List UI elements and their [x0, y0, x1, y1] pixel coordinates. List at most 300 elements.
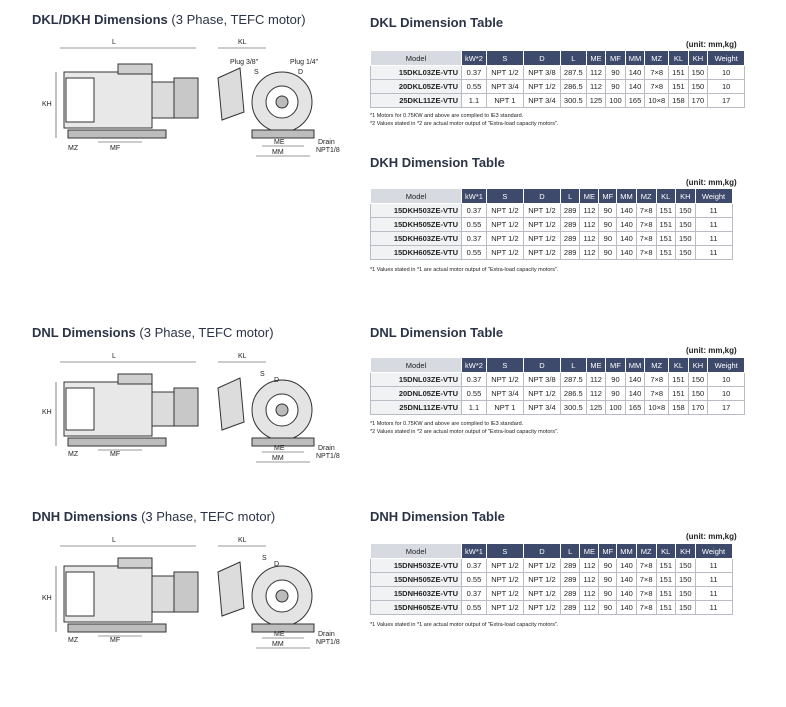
cell: 15DNH505ZE-VTU [371, 573, 462, 587]
cell: 151 [669, 66, 689, 80]
cell: 170 [688, 401, 708, 415]
label-MF: MF [110, 145, 121, 152]
cell: 158 [669, 94, 689, 108]
col-kl: KL [669, 51, 689, 66]
cell: 150 [676, 573, 696, 587]
cell: 151 [656, 246, 676, 260]
label-drain: Drain [318, 139, 335, 146]
col-mm: MM [625, 51, 645, 66]
dnh-notes [370, 621, 558, 629]
cell: 10 [708, 66, 745, 80]
cell: NPT 3/8 [523, 373, 560, 387]
cell: 0.55 [462, 80, 487, 94]
col-weight: Weight [695, 189, 732, 204]
cell: 150 [676, 218, 696, 232]
label-plug1: Plug 3/8" [230, 59, 259, 66]
label-MZ: MZ [68, 637, 79, 644]
cell: 11 [695, 204, 732, 218]
cell: 112 [580, 232, 599, 246]
label-ME: ME [274, 139, 285, 146]
table-header-row [371, 358, 745, 373]
cell: 11 [695, 559, 732, 573]
table-header-row [371, 51, 745, 66]
cell: 7×8 [636, 587, 656, 601]
dim-title-text: DNH Dimensions [32, 509, 138, 524]
cell: 150 [676, 246, 696, 260]
cell: 150 [676, 204, 696, 218]
pump-side-view [42, 39, 198, 152]
pump-front-view [218, 39, 340, 156]
col-mm: MM [617, 544, 637, 559]
cell: 112 [586, 387, 606, 401]
table-row [371, 94, 745, 108]
dkl-dkh-dimensions-title [32, 12, 306, 27]
label-KH: KH [42, 595, 52, 602]
col-mm: MM [617, 189, 637, 204]
cell: 0.37 [462, 66, 487, 80]
dim-subtitle-text: (3 Phase, TEFC motor) [171, 12, 306, 27]
col-mf: MF [599, 189, 617, 204]
cell: 90 [606, 373, 626, 387]
label-D: D [274, 377, 280, 384]
col-me: ME [586, 358, 606, 373]
cell: NPT 1/2 [523, 232, 560, 246]
cell: NPT 1/2 [486, 218, 523, 232]
cell: NPT 1/2 [523, 601, 560, 615]
cell: 150 [676, 601, 696, 615]
col-mz: MZ [636, 189, 656, 204]
cell: 289 [560, 587, 580, 601]
cell: 11 [695, 232, 732, 246]
footnote: *1 Values stated in *1 are actual motor output of "Extra-load capacity motors". [370, 267, 559, 273]
cell: NPT 1/2 [523, 204, 560, 218]
col-mz: MZ [645, 358, 669, 373]
label-drain-size: NPT1/8 [316, 147, 340, 154]
dnh-dimensions-title [32, 509, 275, 524]
label-KL: KL [238, 353, 247, 360]
cell: 140 [617, 246, 637, 260]
cell: 150 [676, 587, 696, 601]
cell: 0.55 [462, 218, 487, 232]
cell: 289 [560, 246, 580, 260]
label-L: L [112, 537, 116, 544]
col-me: ME [586, 51, 606, 66]
cell: 0.37 [462, 204, 487, 218]
table-row [371, 559, 733, 573]
footnote: *1 Motors for 0.75KW and above are complied to IE3 standard. [370, 421, 524, 427]
label-plug2: Plug 1/4" [290, 59, 319, 66]
dnl-dimensions-title [32, 325, 274, 340]
cell: NPT 1/2 [523, 246, 560, 260]
col-model: Model [371, 51, 462, 66]
cell: 15DNH605ZE-VTU [371, 601, 462, 615]
cell: 15DKH503ZE-VTU [371, 204, 462, 218]
dkh-dimension-table [370, 188, 733, 260]
col-d: D [523, 51, 560, 66]
col-mf: MF [606, 51, 626, 66]
label-MZ: MZ [68, 451, 79, 458]
cell: 17 [708, 94, 745, 108]
table-row [371, 387, 745, 401]
cell: 7×8 [636, 246, 656, 260]
cell: 151 [656, 232, 676, 246]
col-kh: KH [688, 358, 708, 373]
dnh-table-title: DNH Dimension Table [370, 509, 505, 524]
cell: NPT 1/2 [486, 601, 523, 615]
cell: 7×8 [645, 373, 669, 387]
cell: NPT 1 [486, 94, 523, 108]
cell: 151 [656, 559, 676, 573]
cell: 15DNH503ZE-VTU [371, 559, 462, 573]
cell: 7×8 [636, 559, 656, 573]
label-MM: MM [272, 149, 284, 156]
cell: 287.5 [560, 373, 586, 387]
cell: NPT 1/2 [486, 373, 523, 387]
dnl-dimension-table [370, 357, 745, 415]
label-MM: MM [272, 455, 284, 462]
col-kw: kW*1 [462, 189, 487, 204]
cell: 7×8 [645, 80, 669, 94]
cell: 7×8 [636, 232, 656, 246]
dnl-notes [370, 420, 558, 436]
cell: NPT 1/2 [486, 204, 523, 218]
cell: 286.5 [560, 387, 586, 401]
dkl-dimension-table [370, 50, 745, 108]
cell: 150 [688, 373, 708, 387]
cell: 90 [599, 232, 617, 246]
dim-title-text: DKL/DKH Dimensions [32, 12, 168, 27]
col-kh: KH [688, 51, 708, 66]
cell: 11 [695, 573, 732, 587]
cell: 15DNL03ZE-VTU [371, 373, 462, 387]
cell: 15DKL03ZE-VTU [371, 66, 462, 80]
label-KL: KL [238, 537, 247, 544]
pump-front-view [218, 537, 340, 648]
dkh-table-title: DKH Dimension Table [370, 155, 505, 170]
cell: 150 [676, 559, 696, 573]
cell: 15DKH605ZE-VTU [371, 246, 462, 260]
cell: 112 [580, 601, 599, 615]
cell: 140 [617, 573, 637, 587]
cell: 11 [695, 218, 732, 232]
cell: 300.5 [560, 94, 586, 108]
dkh-unit: (unit: mm,kg) [686, 178, 737, 187]
col-model: Model [371, 189, 462, 204]
dkh-notes [370, 266, 558, 274]
label-KH: KH [42, 101, 52, 108]
cell: 165 [625, 94, 645, 108]
cell: 10×8 [645, 94, 669, 108]
table-row [371, 573, 733, 587]
cell: 0.37 [462, 587, 487, 601]
dkl-unit: (unit: mm,kg) [686, 40, 737, 49]
dkl-table-title: DKL Dimension Table [370, 15, 504, 30]
cell: 1.1 [462, 401, 487, 415]
cell: 20DKL05ZE-VTU [371, 80, 462, 94]
cell: NPT 1/2 [486, 573, 523, 587]
label-drain: Drain [318, 631, 335, 638]
cell: 20DNL05ZE-VTU [371, 387, 462, 401]
cell: 151 [656, 601, 676, 615]
dnh-unit: (unit: mm,kg) [686, 532, 737, 541]
label-L: L [112, 353, 116, 360]
cell: NPT 1/2 [486, 246, 523, 260]
table-row [371, 218, 733, 232]
cell: 125 [586, 94, 606, 108]
col-mz: MZ [645, 51, 669, 66]
col-kl: KL [656, 544, 676, 559]
cell: 15DKH505ZE-VTU [371, 218, 462, 232]
cell: 112 [580, 218, 599, 232]
cell: 25DKL11ZE-VTU [371, 94, 462, 108]
cell: 11 [695, 587, 732, 601]
cell: NPT 3/8 [523, 66, 560, 80]
cell: 140 [617, 587, 637, 601]
cell: NPT 1/2 [523, 387, 560, 401]
cell: 140 [625, 66, 645, 80]
cell: 11 [695, 246, 732, 260]
cell: 25DNL11ZE-VTU [371, 401, 462, 415]
footnote: *2 Values stated in *2 are actual motor output of "Extra-load capacity motors". [370, 121, 559, 127]
dnl-table-title: DNL Dimension Table [370, 325, 504, 340]
cell: 90 [599, 559, 617, 573]
cell: 112 [586, 373, 606, 387]
cell: 140 [617, 204, 637, 218]
cell: 7×8 [645, 66, 669, 80]
cell: 0.55 [462, 246, 487, 260]
cell: 90 [599, 204, 617, 218]
cell: 125 [586, 401, 606, 415]
cell: 150 [688, 387, 708, 401]
cell: 7×8 [636, 218, 656, 232]
col-me: ME [580, 544, 599, 559]
dnl-drawing [28, 352, 348, 467]
col-s: S [486, 51, 523, 66]
cell: 90 [599, 218, 617, 232]
cell: 140 [617, 218, 637, 232]
cell: 112 [580, 559, 599, 573]
label-L: L [112, 39, 116, 46]
col-me: ME [580, 189, 599, 204]
cell: 0.55 [462, 573, 487, 587]
footnote: *1 Values stated in *1 are actual motor output of "Extra-load capacity motors". [370, 622, 559, 628]
cell: 90 [599, 573, 617, 587]
col-l: L [560, 544, 580, 559]
cell: 300.5 [560, 401, 586, 415]
dkl-dkh-drawing [28, 38, 348, 163]
label-MM: MM [272, 641, 284, 648]
dkl-notes [370, 112, 558, 128]
footnote: *2 Values stated in *2 are actual motor output of "Extra-load capacity motors". [370, 429, 559, 435]
cell: 289 [560, 218, 580, 232]
cell: 151 [656, 204, 676, 218]
col-d: D [523, 189, 560, 204]
dnh-drawing [28, 536, 348, 654]
cell: 140 [617, 601, 637, 615]
cell: NPT 1/2 [486, 66, 523, 80]
table-row [371, 587, 733, 601]
label-drain: Drain [318, 445, 335, 452]
cell: NPT 3/4 [486, 80, 523, 94]
label-drain-size: NPT1/8 [316, 639, 340, 646]
col-mm: MM [625, 358, 645, 373]
table-row [371, 373, 745, 387]
cell: 15DNH603ZE-VTU [371, 587, 462, 601]
cell: 289 [560, 573, 580, 587]
cell: 140 [625, 373, 645, 387]
cell: 100 [606, 94, 626, 108]
label-D: D [298, 69, 304, 76]
dim-subtitle-text: (3 Phase, TEFC motor) [139, 325, 274, 340]
cell: 1.1 [462, 94, 487, 108]
col-s: S [486, 358, 523, 373]
cell: 7×8 [636, 204, 656, 218]
cell: 0.37 [462, 559, 487, 573]
col-weight: Weight [695, 544, 732, 559]
label-ME: ME [274, 631, 285, 638]
cell: 0.55 [462, 601, 487, 615]
cell: 90 [606, 387, 626, 401]
cell: NPT 1 [486, 401, 523, 415]
cell: 10 [708, 387, 745, 401]
cell: 165 [625, 401, 645, 415]
cell: 151 [669, 387, 689, 401]
cell: 140 [625, 80, 645, 94]
cell: NPT 1/2 [523, 80, 560, 94]
cell: 289 [560, 601, 580, 615]
cell: 10 [708, 80, 745, 94]
col-mz: MZ [636, 544, 656, 559]
cell: 90 [599, 246, 617, 260]
cell: 17 [708, 401, 745, 415]
cell: 151 [656, 218, 676, 232]
cell: 112 [580, 246, 599, 260]
pump-front-view [218, 353, 340, 462]
cell: 112 [586, 80, 606, 94]
table-header-row [371, 189, 733, 204]
cell: 10 [708, 373, 745, 387]
cell: 11 [695, 601, 732, 615]
dim-title-text: DNL Dimensions [32, 325, 136, 340]
cell: 90 [606, 66, 626, 80]
col-kh: KH [676, 189, 696, 204]
col-mf: MF [606, 358, 626, 373]
col-l: L [560, 189, 580, 204]
cell: NPT 1/2 [523, 218, 560, 232]
col-kl: KL [656, 189, 676, 204]
cell: 0.37 [462, 232, 487, 246]
label-S: S [262, 555, 267, 562]
cell: 151 [656, 573, 676, 587]
label-S: S [254, 69, 259, 76]
cell: 140 [625, 387, 645, 401]
col-mf: MF [599, 544, 617, 559]
table-row [371, 232, 733, 246]
cell: 289 [560, 559, 580, 573]
cell: 151 [656, 587, 676, 601]
col-l: L [560, 358, 586, 373]
col-d: D [523, 544, 560, 559]
dim-subtitle-text: (3 Phase, TEFC motor) [141, 509, 276, 524]
cell: 0.55 [462, 387, 487, 401]
cell: NPT 3/4 [486, 387, 523, 401]
label-ME: ME [274, 445, 285, 452]
cell: 150 [676, 232, 696, 246]
table-row [371, 80, 745, 94]
cell: 7×8 [636, 573, 656, 587]
cell: 150 [688, 66, 708, 80]
col-l: L [560, 51, 586, 66]
cell: NPT 1/2 [486, 559, 523, 573]
table-row [371, 601, 733, 615]
col-kw: kW*2 [462, 358, 487, 373]
col-kl: KL [669, 358, 689, 373]
label-drain-size: NPT1/8 [316, 453, 340, 460]
label-D: D [274, 561, 280, 568]
cell: NPT 1/2 [523, 587, 560, 601]
col-kw: kW*2 [462, 51, 487, 66]
cell: 150 [688, 80, 708, 94]
label-KH: KH [42, 409, 52, 416]
cell: 7×8 [636, 601, 656, 615]
col-d: D [523, 358, 560, 373]
table-row [371, 204, 733, 218]
table-row [371, 66, 745, 80]
col-kw: kW*1 [462, 544, 487, 559]
col-weight: Weight [708, 358, 745, 373]
cell: 158 [669, 401, 689, 415]
cell: 140 [617, 232, 637, 246]
col-model: Model [371, 358, 462, 373]
cell: NPT 1/2 [486, 232, 523, 246]
cell: NPT 1/2 [523, 559, 560, 573]
cell: NPT 3/4 [523, 401, 560, 415]
cell: 7×8 [645, 387, 669, 401]
cell: 90 [606, 80, 626, 94]
label-MF: MF [110, 637, 121, 644]
cell: 151 [669, 80, 689, 94]
cell: 112 [580, 573, 599, 587]
pump-side-view [42, 537, 198, 644]
cell: 100 [606, 401, 626, 415]
cell: 90 [599, 587, 617, 601]
cell: 286.5 [560, 80, 586, 94]
col-model: Model [371, 544, 462, 559]
table-row [371, 401, 745, 415]
cell: 151 [669, 373, 689, 387]
label-MF: MF [110, 451, 121, 458]
col-s: S [486, 189, 523, 204]
cell: 140 [617, 559, 637, 573]
col-weight: Weight [708, 51, 745, 66]
col-kh: KH [676, 544, 696, 559]
cell: 112 [580, 204, 599, 218]
dnl-unit: (unit: mm,kg) [686, 346, 737, 355]
cell: 289 [560, 204, 580, 218]
cell: 10×8 [645, 401, 669, 415]
label-S: S [260, 371, 265, 378]
cell: NPT 1/2 [486, 587, 523, 601]
cell: 170 [688, 94, 708, 108]
cell: 15DKH603ZE-VTU [371, 232, 462, 246]
col-s: S [486, 544, 523, 559]
label-KL: KL [238, 39, 247, 46]
cell: 289 [560, 232, 580, 246]
cell: 0.37 [462, 373, 487, 387]
pump-side-view [42, 353, 198, 458]
cell: 287.5 [560, 66, 586, 80]
cell: 90 [599, 601, 617, 615]
